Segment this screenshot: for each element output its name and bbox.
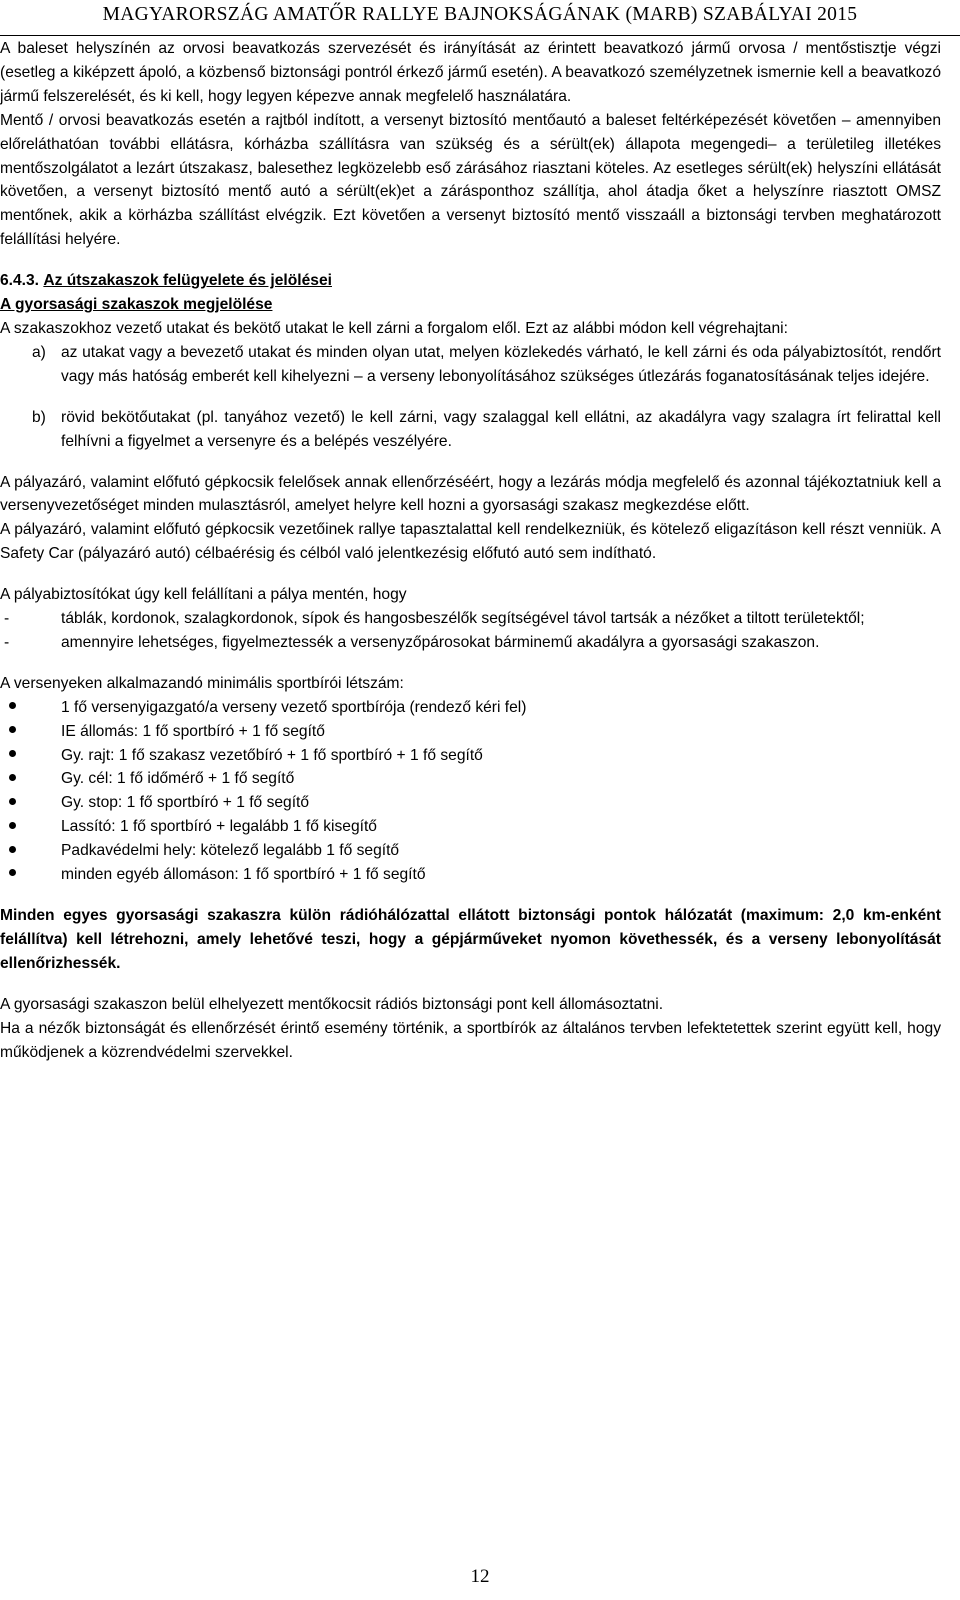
list-item [0, 767, 941, 791]
list-item-text: rövid bekötőutakat (pl. tanyához vezető) le kell zárni, vagy szalaggal kell ellátni, az akadályra vagy szalagra írt felirattal kell felhívni a figyelmet a versenyre és a belépés veszélyére. [61, 408, 941, 450]
list-item [0, 631, 941, 655]
bullet-icon [9, 702, 16, 709]
section-heading [0, 269, 941, 293]
list-marker: - [4, 633, 10, 651]
list-item-text: táblák, kordonok, szalagkordonok, sípok és hangosbeszélők segítségével távol tartsák a nézőket a tiltott területektől; [61, 610, 865, 628]
list-item [0, 607, 941, 631]
section-intro: A szakaszokhoz vezető utakat és bekötő utakat le kell zárni a forgalom elől. Ezt az alábbi módon kell végrehajtani: [0, 319, 788, 337]
paragraph-closing-cars-responsibility: A pályazáró, valamint előfutó gépkocsik felelősek annak ellenőrzéséért, hogy a lezárás módja megfelelő és azonnal tájékoztatniuk kell a versenyvezetőséget minden mulasztásról, amelyet helyre kell hozni a gyorsasági szakasz megkezdése előtt. [0, 473, 941, 515]
paragraph-ambulance-procedure: Mentő / orvosi beavatkozás esetén a rajtból indított, a versenyt biztosító mentőautó a baleset feltérképezését követően – amennyiben előreláthatóan további ellátásra, kórházba szállításra van szükség és a sérült(ek) állapota megengedi– a területileg illetékes mentőszolgálatot a lezárt útszakasz, balesethez legközelebb eső zárásához riasztani köteles. Az esetleges sérült(ek) helyszíni ellátását követően, a versenyt biztosító mentő autó a sérült(ek)et a zárásponthoz szállítja, ahol átadja őket a helyszínre riasztott OMSZ mentőnek, akik a körházba szállítást elvégzik. Ezt követően a versenyt biztosító mentő visszaáll a biztonsági tervben meghatározott felállítási helyére. [0, 111, 941, 249]
section-number: 6.4.3. [0, 272, 40, 290]
list-item [0, 815, 941, 839]
bullet-icon [9, 869, 16, 876]
list-item-text: IE állomás: 1 fő sportbíró + 1 fő segítő [61, 722, 325, 740]
list-item [0, 744, 941, 768]
list-item-text: Gy. stop: 1 fő sportbíró + 1 fő segítő [61, 794, 310, 812]
officials-intro: A versenyeken alkalmazandó minimális sportbírói létszám: [0, 674, 404, 692]
paragraph-radio-network: Minden egyes gyorsasági szakaszra külön rádióhálózattal ellátott biztonsági pontok hálózatát (maximum: 2,0 km-enként felállítva) kell létrehozni, amely lehetővé teszi, hogy a gépjárműveket nyomon követhessék, és a verseny lebonyolítását ellenőrizhessék. [0, 907, 941, 972]
section-title: Az útszakaszok felügyelete és jelölései [43, 272, 332, 290]
paragraph-closing-cars-drivers: A pályazáró, valamint előfutó gépkocsik vezetőinek rallye tapasztalattal kell rendelkezniük, és kötelező eligazításon kell részt venniük. A Safety Car (pályazáró autó) célbaérésig és célból való jelentkezésig előfutó autó sem indítható. [0, 521, 941, 563]
list-item [0, 863, 941, 887]
paragraph-spectator-safety: Ha a nézők biztonságát és ellenőrzését érintő esemény történik, a sportbírók az általános tervben lefektetettek szerint együtt kell, hogy működjenek a közrendvédelmi szervekkel. [0, 1019, 941, 1061]
list-item [0, 791, 941, 815]
page-number: 12 [470, 1566, 490, 1587]
section-subtitle: A gyorsasági szakaszok megjelölése [0, 296, 273, 314]
list-marker: - [4, 610, 10, 628]
list-item-text: minden egyéb állomáson: 1 fő sportbíró + 1 fő segítő [61, 866, 426, 884]
list-marker: b) [32, 408, 46, 426]
page-content [0, 37, 941, 1064]
list-item-text: Lassító: 1 fő sportbíró + legalább 1 fő kisegítő [61, 818, 377, 836]
list-item [0, 720, 941, 744]
list-item-text: az utakat vagy a bevezető utakat és minden olyan utat, melyen közlekedés várható, le kell zárni és oda pályabiztosítót, rendőrt vagy más hatóság emberét kell kihelyezni – a verseny lebonyolításához szükséges útlezárás foganatosításának teljes idejére. [61, 343, 941, 385]
bullet-icon [9, 750, 16, 757]
officials-list [0, 696, 941, 887]
document-header: MAGYARORSZÁG AMATŐR RALLYE BAJNOKSÁGÁNAK (MARB) SZABÁLYAI 2015 [102, 4, 858, 25]
bullet-icon [9, 846, 16, 853]
list-item-text: Gy. rajt: 1 fő szakasz vezetőbíró + 1 fő sportbíró + 1 fő segítő [61, 746, 483, 764]
list-item-text: Gy. cél: 1 fő időmérő + 1 fő segítő [61, 770, 295, 788]
list-marker: a) [32, 343, 46, 361]
paragraph-ambulance-station: A gyorsasági szakaszon belül elhelyezett mentőkocsit rádiós biztonsági pont kell állomásoztatni. [0, 995, 664, 1013]
header-divider [0, 35, 960, 36]
list-item-text: 1 fő versenyigazgató/a verseny vezető sportbírója (rendező kéri fel) [61, 698, 527, 716]
list-item-text: amennyire lehetséges, figyelmeztessék a versenyzőpárosokat bárminemű akadályra a gyorsasági szakaszon. [61, 633, 820, 651]
bullet-icon [9, 774, 16, 781]
list-item-text: Padkavédelmi hely: kötelező legalább 1 fő segítő [61, 842, 400, 860]
list-item [0, 839, 941, 863]
list-item [0, 341, 941, 389]
bullet-icon [9, 798, 16, 805]
list-item [0, 406, 941, 454]
list-item [0, 696, 941, 720]
marshals-intro: A pályabiztosítókat úgy kell felállítani a pálya mentén, hogy [0, 586, 407, 604]
bullet-icon [9, 726, 16, 733]
bullet-icon [9, 822, 16, 829]
paragraph-medical-intervention: A baleset helyszínén az orvosi beavatkozás szervezését és irányítását az érintett beavatkozó jármű orvosa / mentőstisztje végzi (esetleg a kiképzett ápoló, a közbenső biztonsági pontról érkező jármű esetén). A beavatkozó személyzetnek ismernie kell a beavatkozó jármű felszerelését, és ki kell, hogy legyen képezve annak megfelelő használatára. [0, 40, 941, 105]
